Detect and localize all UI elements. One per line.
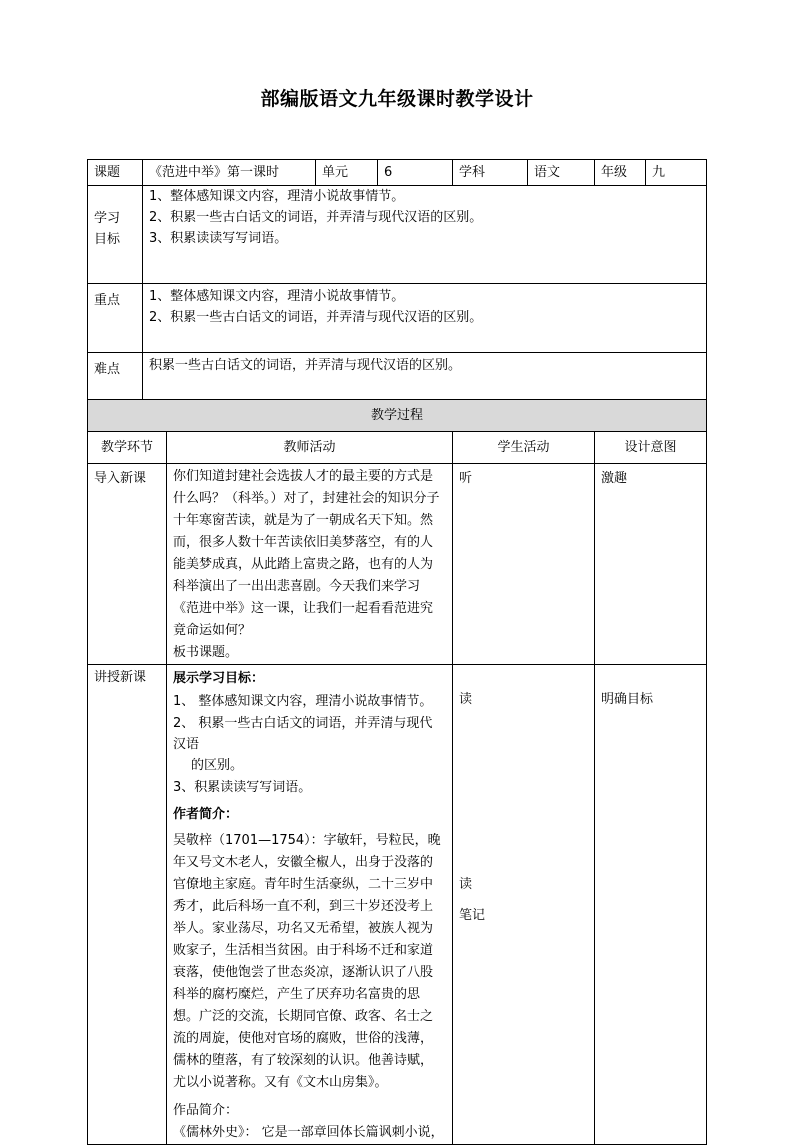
goal-item: 2、积累一些古白话文的词语，并弄清与现代汉语的区别。 xyxy=(149,210,483,225)
lecture-goal: 3、积累读读写写词语。 xyxy=(173,780,312,795)
intro-teacher xyxy=(167,464,453,665)
header-row xyxy=(88,160,707,186)
works-text: 《儒林外史》： 它是一部章回体长篇讽刺小说， xyxy=(173,1125,444,1140)
goals-row xyxy=(88,186,707,284)
focus-item: 2、积累一些古白话文的词语，并弄清与现代汉语的区别。 xyxy=(149,310,483,325)
lecture-student-action: 读 xyxy=(459,692,473,707)
col-teacher: 教师活动 xyxy=(167,432,453,464)
intro-teacher-text2: 板书课题。 xyxy=(173,645,239,660)
focus-content xyxy=(143,284,707,353)
goals-label xyxy=(88,186,143,284)
process-title-row xyxy=(88,400,707,432)
lecture-student xyxy=(453,665,595,1145)
process-columns-row xyxy=(88,432,707,464)
focus-label: 重点 xyxy=(88,284,143,353)
unit-label: 单元 xyxy=(316,160,378,186)
process-title: 教学过程 xyxy=(88,400,707,432)
lecture-goal: 1、 整体感知课文内容，理清小说故事情节。 xyxy=(173,694,433,709)
col-stage: 教学环节 xyxy=(88,432,167,464)
intro-row xyxy=(88,464,707,665)
intro-teacher-text: 你们知道封建社会选拔人才的最主要的方式是什么吗？（科举。）对了，封建社会的知识分子十年寒窗苦读，就是为了一朝成名天下知。然而，很多人数十年苦读依旧美梦落空，有的人能美梦成真，从此踏上富贵之路，也有的人为科举演出了一出出悲喜剧。今天我们来学习《范进中举》这一课，让我们一起看看范进究竟命运如何？ xyxy=(173,469,440,638)
col-student: 学生活动 xyxy=(453,432,595,464)
author-heading: 作者简介： xyxy=(173,807,239,822)
goals-content xyxy=(143,186,707,284)
focus-item: 1、整体感知课文内容，理清小说故事情节。 xyxy=(149,289,405,304)
lecture-intent-text: 明确目标 xyxy=(601,692,654,707)
goal-item: 1、整体感知课文内容，理清小说故事情节。 xyxy=(149,189,405,204)
intro-stage: 导入新课 xyxy=(88,464,167,665)
subject-value: 语文 xyxy=(528,160,595,186)
lecture-student-action: 读 xyxy=(459,877,473,892)
lecture-stage: 讲授新课 xyxy=(88,665,167,1145)
goals-label-line1: 学习 xyxy=(94,211,121,226)
difficulty-row xyxy=(88,353,707,400)
intro-intent: 激趣 xyxy=(595,464,707,665)
lecture-intent xyxy=(595,665,707,1145)
goals-label-line2: 目标 xyxy=(94,232,121,247)
col-intent: 设计意图 xyxy=(595,432,707,464)
lesson-plan-table xyxy=(87,159,707,1145)
difficulty-content: 积累一些古白话文的词语，并弄清与现代汉语的区别。 xyxy=(143,353,707,400)
lecture-row xyxy=(88,665,707,1145)
grade-value: 九 xyxy=(646,160,707,186)
goal-heading: 展示学习目标： xyxy=(173,671,265,686)
lecture-goal: 的区别。 xyxy=(191,758,244,773)
focus-row xyxy=(88,284,707,353)
subject-label: 学科 xyxy=(453,160,528,186)
unit-value: 6 xyxy=(378,160,453,186)
lecture-goal: 2、 积累一些古白话文的词语，并弄清与现代汉语 xyxy=(173,716,433,752)
lecture-teacher xyxy=(167,665,453,1145)
grade-label: 年级 xyxy=(595,160,646,186)
intro-student: 听 xyxy=(453,464,595,665)
topic-value: 《范进中举》第一课时 xyxy=(143,160,316,186)
works-heading: 作品简介： xyxy=(173,1103,239,1118)
difficulty-label: 难点 xyxy=(88,353,143,400)
document-title: 部编版语文九年级课时教学设计 xyxy=(260,88,534,110)
lecture-student-action: 笔记 xyxy=(459,908,486,923)
goal-item: 3、积累读读写写词语。 xyxy=(149,231,288,246)
topic-label: 课题 xyxy=(88,160,143,186)
author-text: 吴敬梓（1701—1754）：字敏轩，号粒民，晚年又号文木老人，安徽全椒人，出身于没落的官僚地主家庭。青年时生活豪纵，二十三岁中秀才，此后科场一直不利，到三十岁还没考上举人。家业荡尽，功名又无希望，被族人视为败家子，生活相当贫困。由于科场不迁和家道衰落，使他饱尝了世态炎凉，逐渐认识了八股科举的腐朽糜烂，产生了厌弃功名富贵的思想。广泛的交流，长期同官僚、政客、名士之流的周旋，使他对官场的腐败，世俗的浅薄，儒林的堕落，有了较深刻的认识。他善诗赋，尤以小说著称。又有《文木山房集》。 xyxy=(173,833,441,1090)
